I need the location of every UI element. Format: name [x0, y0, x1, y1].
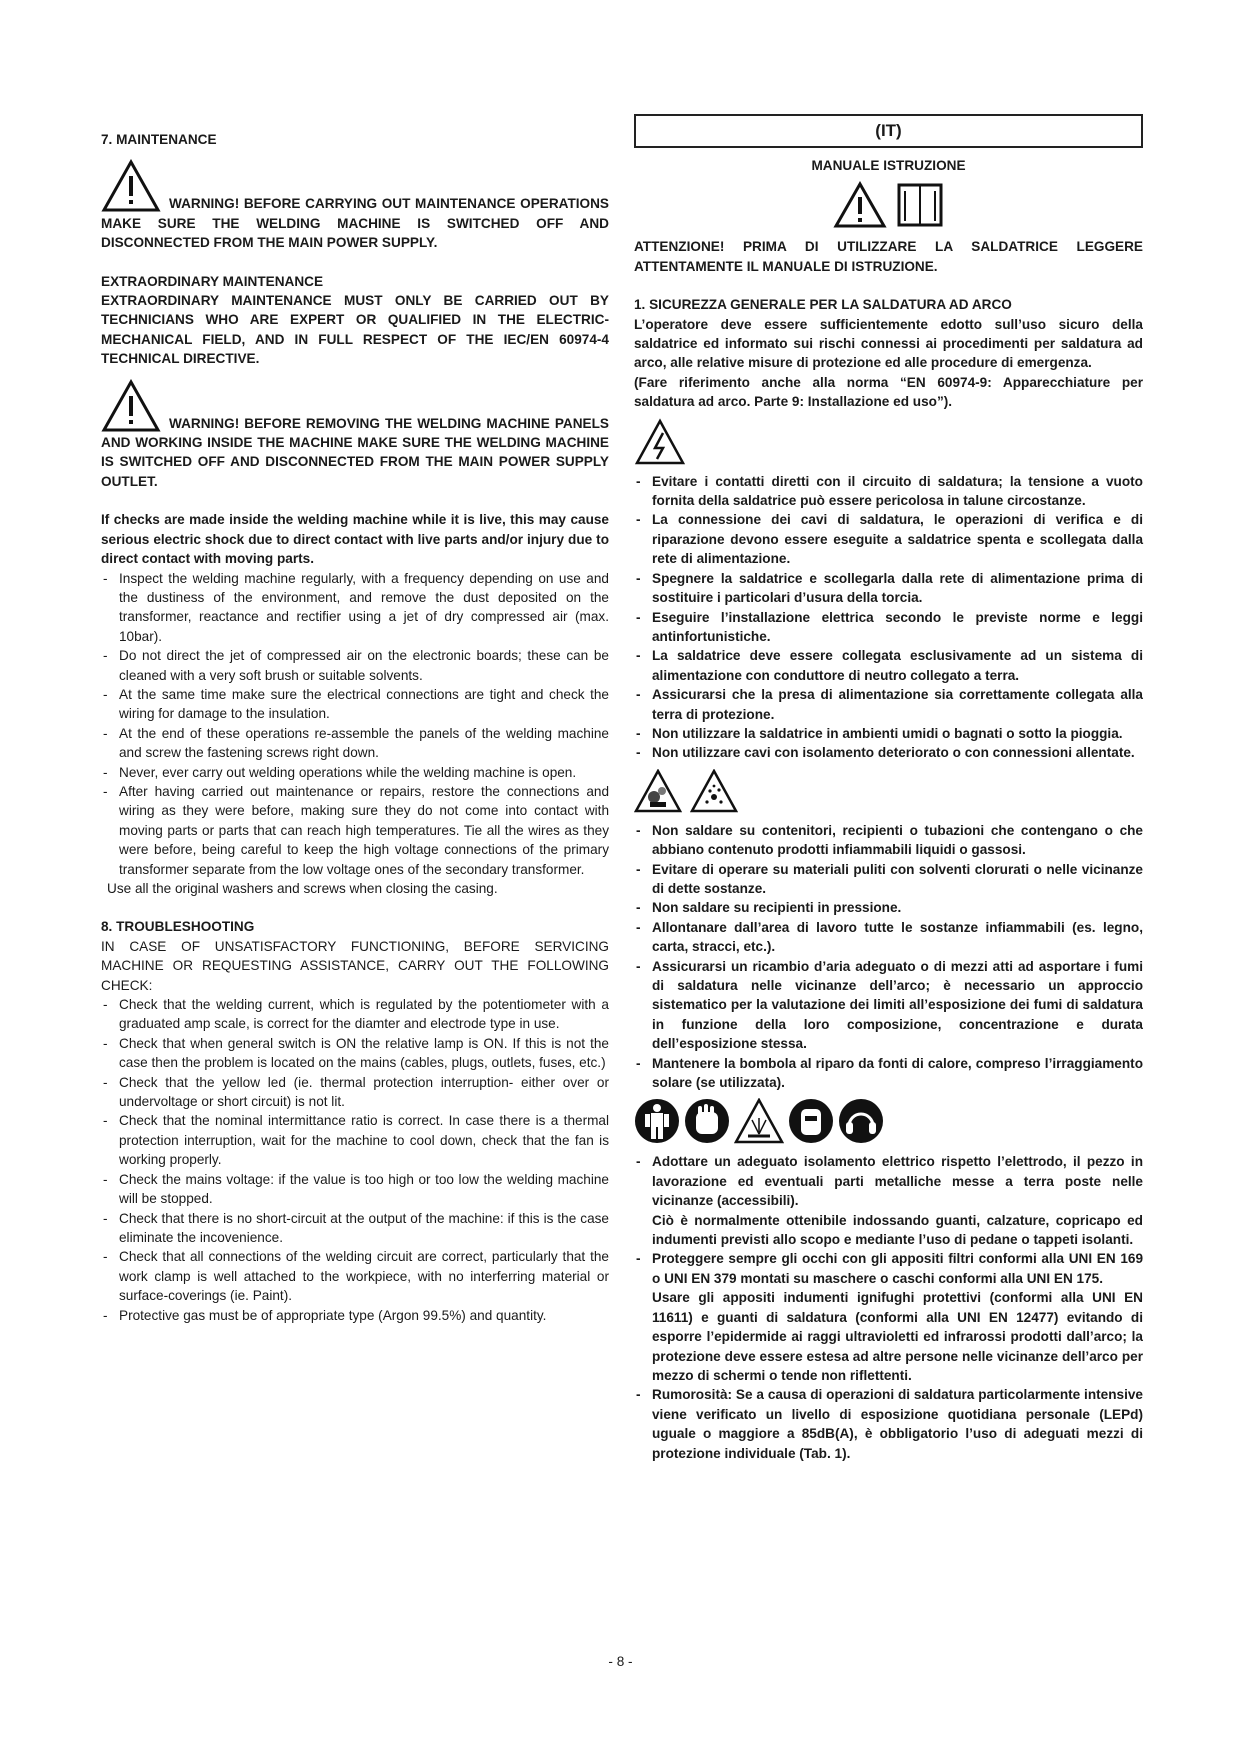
- safety-title: 1. SICUREZZA GENERALE PER LA SALDATURA AD ARCO: [634, 297, 1012, 313]
- live-warning: If checks are made inside the welding machine while it is live, this may cause serious electric shock due to direct contact with live parts and/or injury due to direct contact with moving parts.: [101, 512, 609, 567]
- list-item: - Non utilizzare cavi con isolamento deteriorato o con connessioni allentate.: [634, 743, 1143, 762]
- list-item: - Mantenere la bombola al riparo da fonti di calore, compreso l’irraggiamento solare (se utilizzata).: [634, 1054, 1143, 1093]
- welding-mask-icon: [788, 1098, 834, 1144]
- list-item: - Adottare un adeguato isolamento elettrico rispetto l’elettrodo, il pezzo in lavorazione ed eventuali parti metalliche messe a terra poste nelle vicinanze (accessibili). Ciò è normalmente ottenibile indossando guanti, calzature, copricapo ed indumenti previsti allo scopo e mediante l’uso di pedane o tappeti isolanti.: [634, 1152, 1143, 1249]
- list-item: - Spegnere la saldatrice e scollegarla dalla rete di alimentazione prima di sostituire i particolari d’usura della torcia.: [634, 569, 1143, 608]
- sparks-warning-icon: [690, 769, 738, 813]
- list-item: - Non saldare su contenitori, recipienti o tubazioni che contengano o che abbiano contenuto prodotti infiammabili liquidi o gassosi.: [634, 821, 1143, 860]
- list-item: - Protective gas must be of appropriate type (Argon 99.5%) and quantity.: [101, 1306, 609, 1325]
- fire-hazard-icons: [634, 769, 1143, 813]
- page-number: - 8 -: [608, 1654, 633, 1669]
- protective-clothing-icon: [634, 1098, 680, 1144]
- washers-note: Use all the original washers and screws when closing the casing.: [107, 881, 498, 896]
- list-item: - Do not direct the jet of compressed air on the electronic boards; these can be cleaned with a very soft brush or suitable solvents.: [101, 646, 609, 685]
- troubleshooting-list: [101, 995, 609, 1325]
- extra-maintenance-title: EXTRAORDINARY MAINTENANCE: [101, 273, 324, 289]
- warning-triangle-icon: [101, 159, 161, 213]
- maintenance-list: [101, 569, 609, 880]
- electric-hazard-icon-wrap: [634, 418, 1143, 466]
- right-column: [634, 121, 1143, 1463]
- troubleshooting-title: 8. TROUBLESHOOTING: [101, 919, 255, 935]
- list-item: - Assicurarsi un ricambio d’aria adeguato o di mezzi atti ad asportare i fumi di saldatura nelle vicinanze dell’arco; è necessario un approccio sistematico per la valutazione dei limiti all’esposizione dei fumi di saldatura in funzione della loro composizione, concentrazione e durata dell’esposizione stessa.: [634, 957, 1143, 1054]
- book-icon: [895, 181, 945, 229]
- list-item: - La connessione dei cavi di saldatura, le operazioni di verifica e di riparazione devono essere eseguite a saldatrice spenta e scollegata dalla rete di alimentazione.: [634, 510, 1143, 568]
- list-item: - Inspect the welding machine regularly, with a frequency depending on use and the dustiness of the environment, and remove the dust deposited on the transformer, reactance and rectifier using a jet of dry compressed air (max. 10bar).: [101, 569, 609, 647]
- troubleshooting-intro: IN CASE OF UNSATISFACTORY FUNCTIONING, BEFORE SERVICING MACHINE OR REQUESTING ASSISTANCE, CARRY OUT THE FOLLOWING CHECK:: [101, 938, 609, 993]
- list-item: - Check that there is no short-circuit at the output of the machine: if this is the case eliminate the incovenience.: [101, 1209, 609, 1248]
- fumes-warning-icon: [634, 769, 682, 813]
- list-item: - At the same time make sure the electrical connections are tight and check the wiring for damage to the insulation.: [101, 685, 609, 724]
- manual-title: MANUALE ISTRUZIONE: [811, 158, 966, 173]
- eye-radiation-warning-icon: [734, 1098, 784, 1144]
- warning-2: WARNING! BEFORE REMOVING THE WELDING MACHINE PANELS AND WORKING INSIDE THE MACHINE MAKE SURE THE WELDING MACHINE IS SWITCHED OFF AND DISCONNECTED FROM THE MAIN POWER SUPPLY OUTLET.: [101, 379, 609, 492]
- list-item: - After having carried out maintenance or repairs, restore the connections and wiring as they were before, making sure they do not come into contact with moving parts or parts that can reach high temperatures. Tie all the wires as they were before, being careful to keep the high voltage connections of the primary transformer separate from the low voltage ones of the secondary transformer.: [101, 782, 609, 879]
- list-item: - Check that the yellow led (ie. thermal protection interruption- either over or undervoltage or short circuit) is not lit.: [101, 1073, 609, 1112]
- ppe-list: [634, 1152, 1143, 1463]
- ppe-icons: [634, 1098, 1143, 1144]
- list-item: - Allontanare dall’area di lavoro tutte le sostanze infiammabili (es. legno, carta, stracci, etc.).: [634, 918, 1143, 957]
- list-item: - Check that the welding current, which is regulated by the potentiometer with a graduated amp scale, is correct for the diamter and electrode type in use.: [101, 995, 609, 1034]
- list-item: - Evitare i contatti diretti con il circuito di saldatura; la tensione a vuoto fornita della saldatrice può essere pericolosa in talune circostanze.: [634, 472, 1143, 511]
- ear-protection-icon: [838, 1098, 884, 1144]
- list-item: - Check that the nominal intermittance ratio is correct. In case there is a thermal protection interruption, wait for the machine to cool down, check that the fan is working properly.: [101, 1111, 609, 1169]
- list-item: - Eseguire l’installazione elettrica secondo le previste norme e leggi antinfortunistiche.: [634, 608, 1143, 647]
- gloves-icon: [684, 1098, 730, 1144]
- list-item: - Assicurarsi che la presa di alimentazione sia correttamente collegata alla terra di protezione.: [634, 685, 1143, 724]
- fire-safety-list: [634, 821, 1143, 1093]
- list-item: - Evitare di operare su materiali puliti con solventi clorurati o nelle vicinanze di dette sostanze.: [634, 860, 1143, 899]
- manual-icons: [634, 181, 1143, 229]
- language-box: (IT): [634, 114, 1143, 148]
- electric-shock-warning-icon: [634, 418, 686, 466]
- maintenance-title: 7. MAINTENANCE: [101, 132, 217, 147]
- warning-1: WARNING! BEFORE CARRYING OUT MAINTENANCE OPERATIONS MAKE SURE THE WELDING MACHINE IS SWITCHED OFF AND DISCONNECTED FROM THE MAIN POWER SUPPLY.: [101, 159, 609, 252]
- list-item: - Non utilizzare la saldatrice in ambienti umidi o bagnati o sotto la pioggia.: [634, 724, 1143, 743]
- electric-safety-list: [634, 472, 1143, 763]
- list-item: - Non saldare su recipienti in pressione.: [634, 898, 1143, 917]
- left-column: [101, 130, 609, 1325]
- list-item: - Never, ever carry out welding operations while the welding machine is open.: [101, 763, 609, 782]
- list-item: - La saldatrice deve essere collegata esclusivamente ad un sistema di alimentazione con conduttore di neutro collegato a terra.: [634, 646, 1143, 685]
- attention-text: ATTENZIONE! PRIMA DI UTILIZZARE LA SALDATRICE LEGGERE ATTENTAMENTE IL MANUALE DI ISTRUZIONE.: [634, 239, 1143, 274]
- safety-ref: (Fare riferimento anche alla norma “EN 60974-9: Apparecchiature per saldatura ad arco. Parte 9: Installazione ed uso”).: [634, 374, 1143, 410]
- list-item: - At the end of these operations re-assemble the panels of the welding machine and screw the fastening screws right down.: [101, 724, 609, 763]
- list-item: - Check the mains voltage: if the value is too high or too low the welding machine will be stopped.: [101, 1170, 609, 1209]
- list-item: - Check that when general switch is ON the relative lamp is ON. If this is not the case then the problem is located on the mains (cables, plugs, outlets, fuses, etc.): [101, 1034, 609, 1073]
- extra-maintenance-text: EXTRAORDINARY MAINTENANCE MUST ONLY BE CARRIED OUT BY TECHNICIANS WHO ARE EXPERT OR QUALIFIED IN THE ELECTRIC-MECHANICAL FIELD, AND IN FULL RESPECT OF THE IEC/EN 60974-4 TECHNICAL DIRECTIVE.: [101, 293, 609, 367]
- warning-triangle-icon: [101, 379, 161, 433]
- warning-triangle-icon: [833, 181, 887, 229]
- safety-intro: L’operatore deve essere sufficientemente edotto sull’uso sicuro della saldatrice ed informato sui rischi connessi ai procedimenti per saldatura ad arco, alle relative misure di protezione ed alle procedure di emergenza.: [634, 316, 1143, 371]
- list-item: - Proteggere sempre gli occhi con gli appositi filtri conformi alla UNI EN 169 o UNI EN 379 montati su maschere o caschi conformi alla UNI EN 175. Usare gli appositi indumenti ignifughi protettivi (conformi alla UNI EN 11611) e guanti di saldatura (conformi alla UNI EN 12477) evitando di esporre l’epidermide ai raggi ultravioletti ed infrarossi prodotti dall’arco; la protezione deve essere estesa ad altre persone nelle vicinanze dell’arco per mezzo di schermi o tende non riflettenti.: [634, 1249, 1143, 1385]
- list-item: - Check that all connections of the welding circuit are correct, particularly that the work clamp is well attached to the workpiece, with no interferring material or surface-coverings (ie. Paint).: [101, 1247, 609, 1305]
- list-item: - Rumorosità: Se a causa di operazioni di saldatura particolarmente intensive viene verificato un livello di esposizione quotidiana personale (LEPd) uguale o maggiore a 85dB(A), è obbligatorio l’uso di adeguati mezzi di protezione individuale (Tab. 1).: [634, 1385, 1143, 1463]
